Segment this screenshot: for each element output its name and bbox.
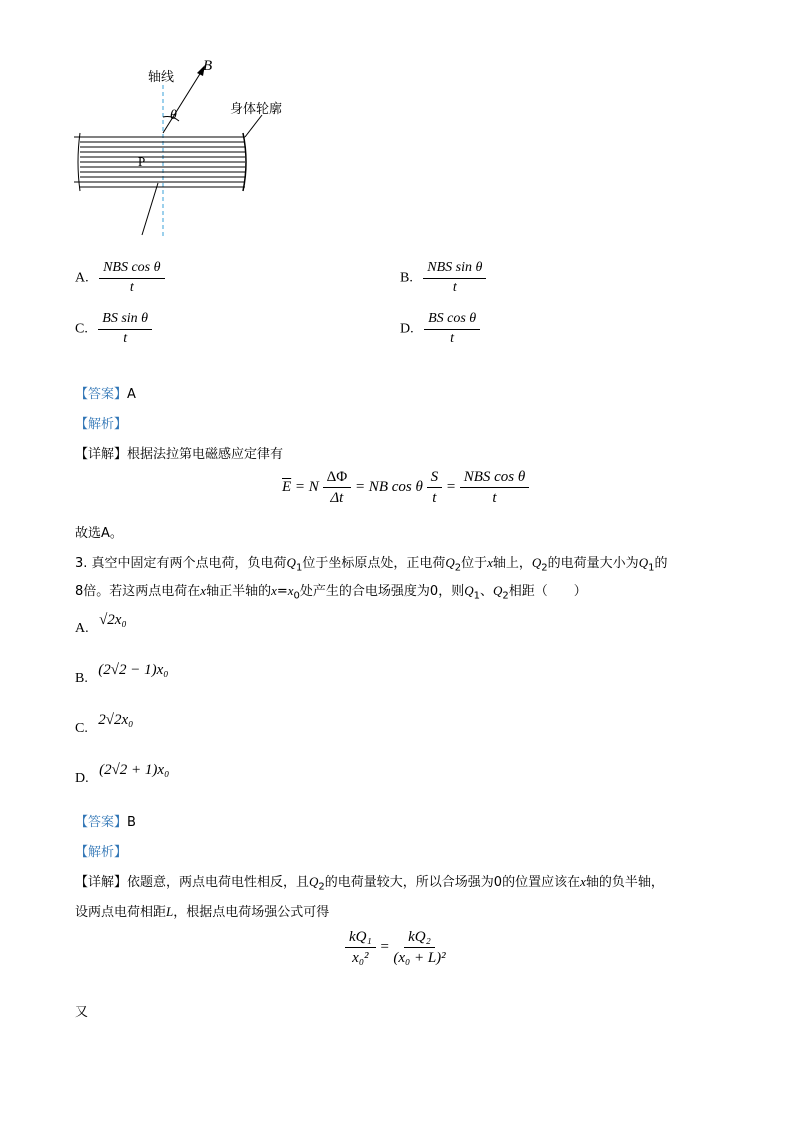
option-fraction — [98, 311, 152, 348]
q-symbol: Q — [286, 555, 296, 570]
q2-equation — [282, 468, 529, 507]
q-symbol: Q — [638, 555, 649, 570]
detail-text: 根据法拉第电磁感应定律有 — [127, 447, 284, 462]
text: 依题意，两点电荷电性相反，且 — [127, 875, 310, 890]
q-symbol: Q — [531, 555, 542, 570]
text: 3. 真空中固定有两个点电荷，负电荷 — [75, 556, 287, 571]
subscript: 2 — [541, 562, 548, 574]
q-symbol: Q — [492, 583, 503, 598]
q2-analysis — [75, 413, 127, 432]
text: 轴的负半轴， — [585, 875, 664, 890]
subscript: 1 — [473, 590, 480, 602]
subscript: 1 — [295, 562, 303, 574]
b-label: B — [203, 58, 213, 74]
fraction-denominator: x₀² — [352, 950, 369, 966]
q2-option-d[interactable] — [400, 311, 480, 348]
fraction-numerator: NBS cos θ — [460, 468, 530, 488]
subscript: 2 — [318, 881, 325, 893]
option-label: A. — [75, 621, 89, 636]
area-fraction — [427, 468, 443, 507]
fraction-denominator: t — [129, 279, 134, 295]
lhs-fraction — [345, 928, 376, 967]
fraction-numerator: BS cos θ — [424, 311, 480, 330]
fraction-numerator: NBS cos θ — [99, 260, 164, 279]
q3-analysis — [75, 841, 127, 860]
q2-detail — [75, 443, 283, 462]
eq-part: = N — [294, 479, 319, 495]
fraction-numerator: kQ₂ — [404, 928, 435, 948]
subscript: 0 — [293, 590, 300, 602]
q-symbol: Q — [309, 874, 319, 889]
rhs-fraction — [393, 928, 445, 967]
text: 位于坐标原点处，正电荷 — [302, 556, 446, 571]
text: 8倍。若这两点电荷在 — [75, 584, 201, 599]
fraction-denominator: t — [450, 330, 455, 346]
theta-label: θ — [170, 108, 177, 123]
option-label: A. — [75, 270, 89, 286]
q3-detail-line1 — [75, 871, 664, 893]
q2-option-c[interactable] — [75, 311, 152, 348]
option-label: C. — [75, 721, 88, 736]
option-expression: (2√2 + 1)x₀ — [99, 762, 170, 778]
axis-label: 轴线 — [148, 70, 175, 85]
text: 位于 — [461, 556, 488, 571]
text: 处产生的合电场强度为0，则 — [299, 584, 465, 599]
text: 的电荷量较大，所以合场强为0的位置应该在 — [324, 875, 581, 890]
option-label: C. — [75, 321, 88, 337]
b-field-lower — [142, 183, 158, 235]
analysis-tag: 【解析】 — [75, 417, 128, 432]
coil-figure — [60, 55, 320, 245]
option-expression: (2√2 − 1)x₀ — [98, 662, 169, 678]
text: 、 — [479, 584, 493, 599]
outline-pointer — [245, 115, 262, 137]
p-label: P — [138, 154, 146, 169]
subscript: 1 — [648, 562, 655, 574]
answer-tag: 【答案】 — [75, 815, 128, 830]
q2-option-a[interactable] — [75, 260, 165, 297]
emf-symbol: $\overline{E}$ — [282, 479, 292, 495]
fraction-numerator: ΔΦ — [323, 468, 352, 488]
fraction-numerator: kQ₁ — [345, 928, 376, 948]
option-expression: √2x₀ — [99, 612, 127, 628]
fraction-denominator: t — [123, 330, 128, 346]
q3-option-a[interactable] — [75, 612, 127, 636]
q3-answer — [75, 811, 136, 830]
coil-lines — [74, 137, 245, 187]
text: 设两点电荷相距 — [75, 905, 167, 920]
subscript: 2 — [454, 562, 462, 574]
fraction-denominator: t — [452, 279, 457, 295]
detail-tag: 【详解】 — [75, 875, 128, 890]
answer-tag: 【答案】 — [75, 387, 128, 402]
fraction-denominator: Δt — [330, 490, 344, 506]
text: 相距（ ） — [508, 584, 587, 599]
option-expression: 2√2x₀ — [98, 712, 134, 728]
q-symbol: Q — [464, 583, 474, 598]
answer-value: A — [127, 387, 136, 402]
option-label: D. — [400, 321, 414, 337]
text: 轴正半轴的 — [206, 584, 272, 599]
fraction-numerator: S — [427, 468, 443, 488]
q3-option-b[interactable] — [75, 662, 169, 686]
eq-part: = NB cos θ — [354, 479, 423, 495]
q3-stem-line1 — [75, 552, 667, 574]
q2-conclusion: 故选A。 — [75, 526, 123, 541]
text: 的电荷量大小为 — [547, 556, 639, 571]
q3-option-d[interactable] — [75, 762, 170, 786]
q3-tail: 又 — [75, 1005, 89, 1020]
fraction-denominator: t — [432, 490, 437, 506]
q3-equation — [345, 928, 446, 967]
q3-stem-line2 — [75, 580, 587, 602]
outline-label: 身体轮廓 — [230, 102, 283, 117]
detail-tag: 【详解】 — [75, 447, 128, 462]
x-symbol: x — [287, 583, 294, 598]
q-symbol: Q — [445, 555, 455, 570]
text: 的 — [654, 556, 668, 571]
q2-answer — [75, 383, 136, 402]
delta-fraction — [323, 468, 352, 507]
result-fraction — [460, 468, 530, 507]
eq-part: = — [445, 479, 456, 495]
eq-sign: = — [379, 939, 390, 955]
text: 轴上， — [492, 556, 532, 571]
text: = — [276, 584, 288, 599]
option-label: D. — [75, 771, 89, 786]
x-symbol: x — [580, 874, 586, 889]
option-label: B. — [75, 671, 88, 686]
q3-option-c[interactable] — [75, 712, 134, 736]
analysis-tag: 【解析】 — [75, 845, 128, 860]
option-fraction — [423, 260, 486, 297]
q3-detail-line2 — [75, 901, 329, 920]
fraction-denominator: t — [492, 490, 497, 506]
q2-option-b[interactable] — [400, 260, 486, 297]
answer-value: B — [127, 815, 136, 830]
text: ，根据点电荷场强公式可得 — [173, 905, 330, 920]
fraction-numerator: NBS sin θ — [423, 260, 486, 279]
x-symbol: x — [271, 583, 277, 598]
option-label: B. — [400, 270, 413, 286]
option-fraction — [424, 311, 480, 348]
x-symbol: x — [487, 555, 493, 570]
l-symbol: L — [166, 904, 174, 919]
x-symbol: x — [200, 583, 207, 598]
fraction-numerator: BS sin θ — [98, 311, 152, 330]
subscript: 2 — [502, 590, 509, 602]
option-fraction — [99, 260, 164, 297]
fraction-denominator: (x₀ + L)² — [393, 950, 446, 966]
